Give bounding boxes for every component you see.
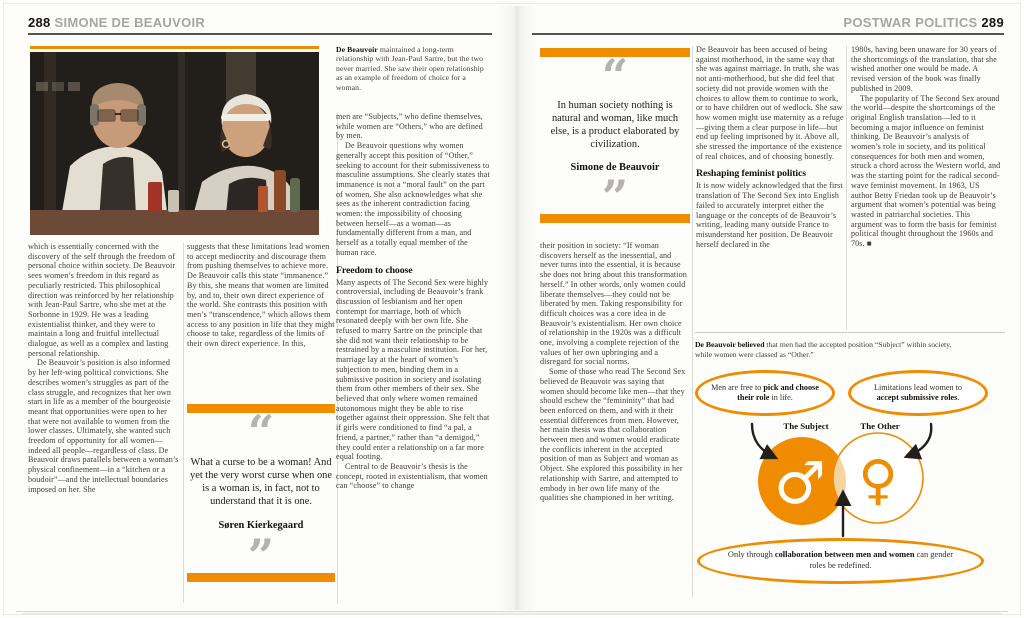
caption-text: maintained a long-term relationship with Jean-Paul Sartre, but the two never married. She saw their open relationship as an example of freedom of choice for a woman. [336,45,484,92]
photo-illustration [30,52,319,235]
right-column-3 [851,45,1001,249]
left-section-title: SIMONE DE BEAUVOIR [54,15,206,30]
pull-quote-attribution: Simone de Beauvoir [570,162,660,173]
paragraph: Central to de Beauvoir’s thesis is the concept, rooted in existentialism, that women can “choose” to change [336,461,488,491]
paragraph: It is now widely acknowledged that the first translation of The Second Sex into English failed to accurately interpret either the language or the concepts of de Beauvoir’s writing, leading many outside France to misunderstand her position. De Beauvoir herself declared in the [696,181,843,249]
left-column-2 [187,242,335,349]
right-column-2 [696,45,844,249]
paragraph: their position in society: “If woman discovers herself as the inessential, and never turns into the essential, it is because she does not bring about this transformation herself.” In other words, only women could liberate themselves—they could not be liberated by men. Taking responsibility for difficult choices was a core idea in de Beauvoir’s existentialism. Her own choice of relationship in the 1920s was a difficult one, involving a complete rejection of the values of her own upbringing and a disregard for social norms. [540,241,687,367]
section-heading-reshaping-feminist-politics: Reshaping feminist politics [696,168,806,180]
left-column-1 [28,242,180,494]
right-header-rule [532,33,1004,35]
right-page-header [532,15,1004,31]
open-quote-icon: “ [601,49,629,103]
paragraph: 1980s, having been unaware for 30 years of the shortcomings of the translation, that she wished another one would be made. A revised version of the book was finally published in 2009. [851,45,997,93]
right-section-title: POSTWAR POLITICS [843,15,978,30]
kierkegaard-pull-quote [187,404,335,582]
section-heading-freedom-to-choose: Freedom to choose [336,264,413,276]
label-the-subject: The Subject [783,421,829,431]
beauvoir-pull-quote [540,48,690,223]
column-rule [846,46,847,330]
pull-quote-text: What a curse to be a woman! And yet the very worst curse when one is a woman is, in fact, not to understand that it is one. [190,457,332,507]
left-column-3 [336,112,490,491]
women-bubble: Limitations lead women to accept submissive roles. [848,370,988,416]
men-bubble: Men are free to pick and choose their role in life. [695,370,835,416]
caption-lead: De Beauvoir [336,45,378,54]
left-header-rule [28,33,492,35]
column-rule [183,243,184,603]
close-quote-icon: ” [247,529,275,583]
right-column-1 [540,241,690,503]
open-quote-icon: “ [247,405,275,459]
left-page-header [28,15,205,31]
diagram-caption-lead: De Beauvoir believed [695,340,765,349]
paragraph: De Beauvoir’s position is also informed by her left-wing political convictions. She describes women’s struggles as part of the class struggle, and recognizes that her own start in life as a member of the bourgeoisie meant that opportunities were open to her that were not available to women from the lower classes. Ultimately, she wanted such freedom of opportunity for all women—indeed all people—regardless of class. De Beauvoir draws parallels between a woman’s physical confinement—in a “kitchen or a boudoir”—and the intellectual boundaries imposed on her. She [28,358,179,494]
collaboration-ellipse: Only through collaboration between men and women can gender roles be redefined. [697,538,984,584]
paragraph: which is essentially concerned with the discovery of the self through the freedom of personal choice within society. De Beauvoir sees women’s freedom in this regard as peculiarly restricted. This philosophical direction was reinforced by her relationship with Jean-Paul Sartre, who she met at the Sorbonne in 1929. He was a leading existentialist thinker, and they were to maintain a long and fruitful intellectual dialogue, as well as a complex and lasting personal relationship. [28,242,176,358]
spine-gutter-shadow [496,6,538,610]
paragraph: De Beauvoir questions why women generally accept this position of “Other,” seeking to account for their submissiveness to masculine assumptions. She clearly states that immanence is not a “moral fault” on the part of women. She also acknowledges what she sees as the inherent contradiction facing women: the impossibility of choosing between herself—as a woman—as fundamentally different from a man, and herself as a totally equal member of the human race. [336,141,490,257]
paragraph: Many aspects of The Second Sex were highly controversial, including de Beauvoir’s frank discussion of lesbianism and her open contempt for marriage, both of which resonated deeply with her own life. She refused to marry Sartre on the principle that she did not want their relationship to be restrained by a masculine institution. For her, marriage lay at the heart of women’s subjection to men, binding them in a submissive position in society and isolating them from other members of their sex. She believed that only where women remained autonomous might they be able to rise together against their oppression. She felt that if girls were conditioned to find “a pal, a friend, a partner,” rather than “a demigod,” they could enter a relationship on a far more equal footing. [336,277,490,462]
diagram-caption-text: that men had the accepted position “Subject” within society, while women were classed as “Other.” [695,340,952,359]
photo-caption [336,45,490,92]
label-the-other: The Other [860,421,900,431]
paragraph: Some of those who read The Second Sex believed de Beauvoir was saying that women should become like men—that they should eschew the “femininity” that had been enforced on them, and with it their essential differences from men. However, her main thesis was that collaboration between men and women would eradicate the conflicts inherent in the accepted position of man as Subject and woman as Object. She explored this possibility in her relationship with Sartre, and attempted to embody in her own life many of the qualities she championed in her writing. [540,367,686,503]
male-symbol-icon: ♂ [774,449,826,517]
bubble-text: Limitations lead women to [874,382,962,392]
paragraph: men are “Subjects,” who define themselves, while women are “Others,” who are defined by men. [336,112,483,141]
female-symbol-icon: ♀ [858,448,898,512]
left-page-number: 288 [28,15,51,30]
paragraph: suggests that these limitations lead women to accept mediocrity and discourage them from pushing themselves to achieve more. De Beauvoir calls this state “immanence.” By this, she means that women are limited by, and to, their own direct experience of the world. She contrasts this position with men’s “transcendence,” which allows them access to any position in life that they might choose to take, regardless of the limits of their own direct experience. In this, [187,242,335,349]
pull-quote-attribution: Søren Kierkegaard [218,520,304,531]
conclusion-text: Only through [727,550,775,560]
close-quote-icon: ” [601,170,629,224]
paragraph: The popularity of The Second Sex around the world—despite the shortcomings of the original English translation—led to it becoming a major influence on feminist thinking. De Beauvoir’s analysis of women’s role in society, and its political consequences for both men and women, struck a chord across the Western world, and was the starting point for the radical second-wave feminist movement. In 1963, US author Betty Friedan took up de Beauvoir’s argument that women’s potential was being wasted in patriarchal societies. This argument was to form the basis for feminist political thought throughout the 1960s and 70s. ■ [851,93,1001,249]
subject-other-diagram [690,330,1012,618]
paragraph: De Beauvoir has been accused of being against motherhood, in the same way that she was against marriage. In truth, she was not anti-motherhood, but she did feel that society did not provide women with the choices to allow them to continue to work, or to have children out of wedlock. She saw how women might use maternity as a refuge—giving them a clear purpose in life—but end up feeling imprisoned by it. Above all, she stressed the importance of the existence of real choices, and of choosing honestly. [696,45,844,161]
pull-quote-text: In human society nothing is natural and woman, like much else, is a product elaborated by civilization. [550,100,680,150]
bubble-text: Men are free to [711,382,764,392]
photo-top-rule [30,46,319,49]
right-page-number: 289 [981,15,1004,30]
cafe-photo-de-beauvoir-and-sartre [30,52,319,235]
